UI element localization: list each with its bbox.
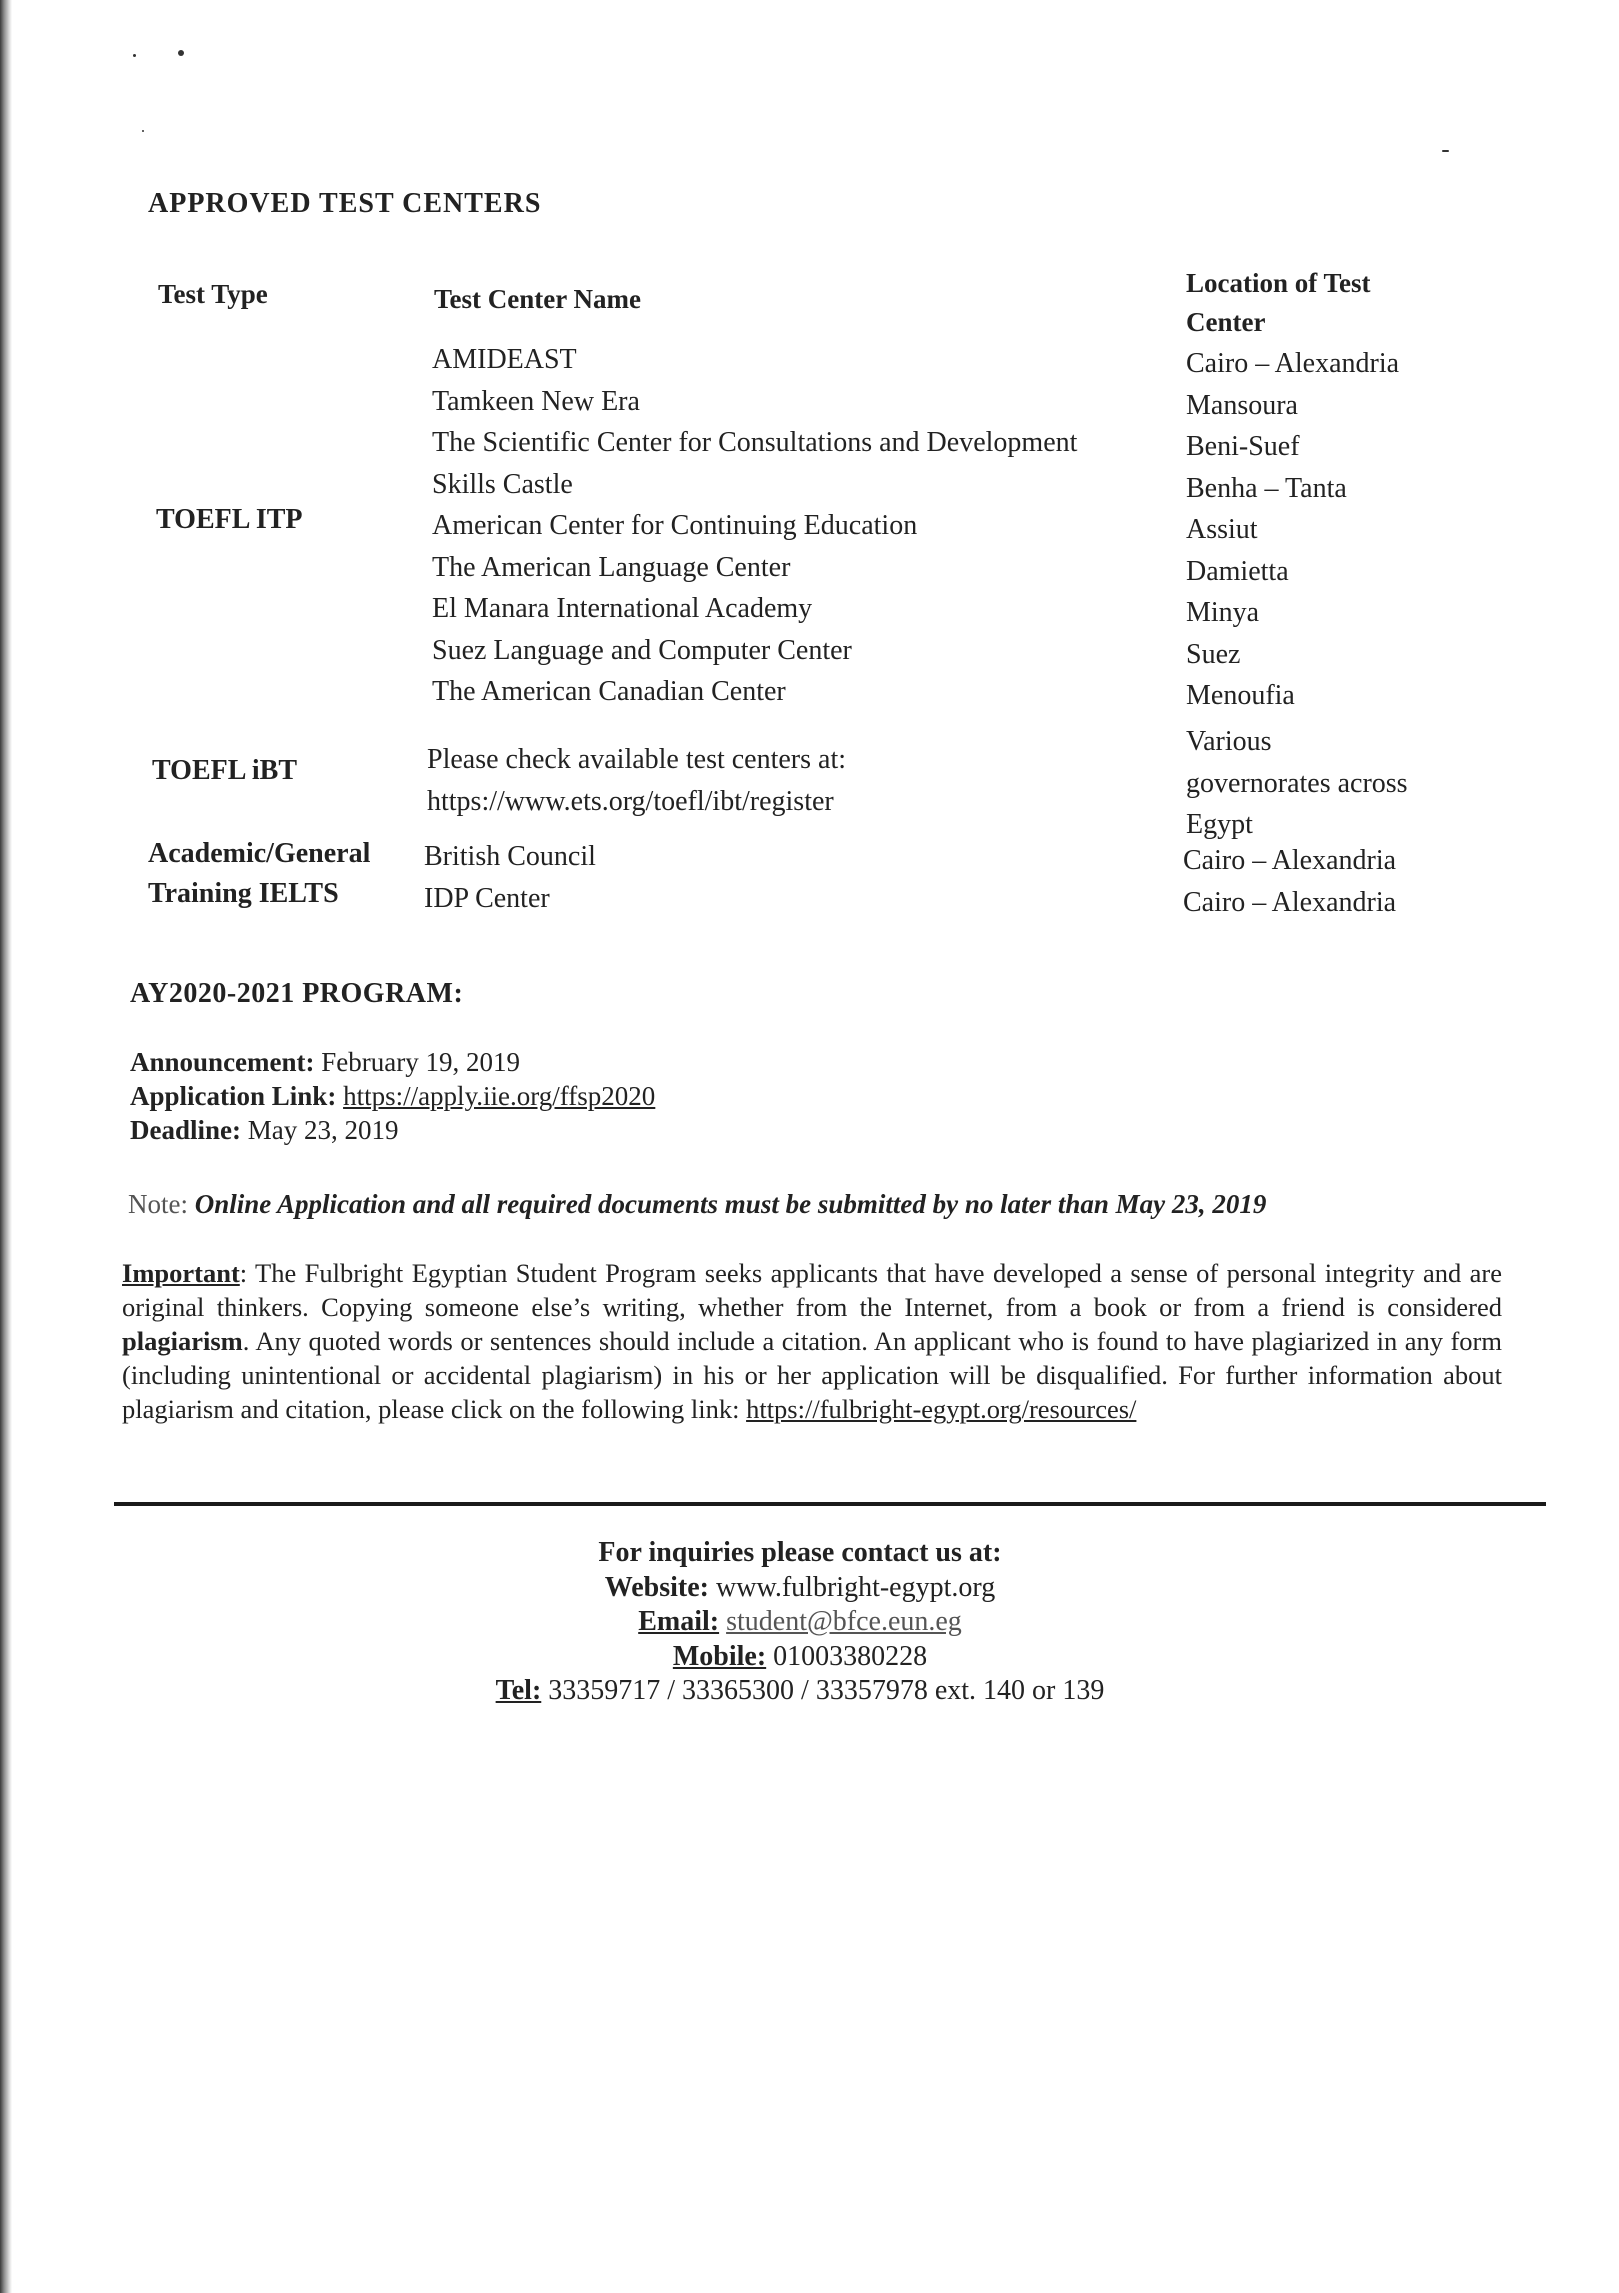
center-location: governorates across bbox=[1186, 767, 1408, 799]
ielts-center-list bbox=[424, 836, 596, 919]
test-type-toefl-itp: TOEFL ITP bbox=[156, 504, 303, 535]
announcement-label: Announcement: bbox=[130, 1047, 315, 1077]
application-link-line bbox=[130, 1080, 655, 1113]
test-type-ielts bbox=[148, 834, 370, 914]
plagiarism-emphasis: plagiarism bbox=[122, 1326, 243, 1356]
note-text: Online Application and all required documents must be submitted by no later than May 23, 2019 bbox=[194, 1189, 1267, 1219]
deadline-label: Deadline: bbox=[130, 1115, 241, 1145]
toefl-itp-location-list bbox=[1186, 343, 1399, 717]
application-link[interactable]: https://apply.iie.org/ffsp2020 bbox=[343, 1081, 656, 1111]
announcement-line bbox=[130, 1046, 520, 1079]
contact-block bbox=[300, 1536, 1300, 1709]
center-location: Egypt bbox=[1186, 809, 1253, 840]
ielts-location-list bbox=[1183, 840, 1396, 923]
center-name: The American Canadian Center bbox=[432, 676, 786, 707]
note-line bbox=[128, 1188, 1266, 1221]
header-location: Location of Test Center bbox=[1186, 268, 1371, 337]
center-location: Menoufia bbox=[1186, 680, 1295, 711]
contact-tel bbox=[300, 1674, 1300, 1709]
header-test-type: Test Type bbox=[158, 279, 268, 309]
toefl-ibt-center-info bbox=[427, 739, 846, 822]
center-name: The American Language Center bbox=[432, 551, 791, 583]
center-name: American Center for Continuing Education bbox=[432, 510, 918, 541]
center-name: El Manara International Academy bbox=[432, 593, 813, 624]
center-location: Beni-Suef bbox=[1186, 431, 1300, 462]
center-name: Suez Language and Computer Center bbox=[432, 634, 852, 666]
toefl-ibt-location bbox=[1186, 721, 1408, 846]
center-location: Cairo – Alexandria bbox=[1183, 886, 1397, 918]
scan-edge bbox=[0, 0, 12, 2293]
header-center-name: Test Center Name bbox=[434, 284, 641, 314]
scan-speck bbox=[142, 130, 144, 132]
scan-speck bbox=[1442, 150, 1449, 152]
website-label: Website: bbox=[604, 1571, 710, 1603]
center-location: Suez bbox=[1186, 638, 1241, 670]
contact-mobile bbox=[300, 1640, 1300, 1675]
important-label: Important bbox=[122, 1258, 240, 1288]
center-name: IDP Center bbox=[424, 882, 550, 914]
announcement-value: February 19, 2019 bbox=[321, 1047, 520, 1077]
center-location: Various bbox=[1186, 726, 1272, 757]
note-label: Note: bbox=[128, 1189, 188, 1219]
page-title: APPROVED TEST CENTERS bbox=[148, 188, 542, 219]
deadline-line bbox=[130, 1114, 399, 1147]
center-name: British Council bbox=[424, 841, 596, 872]
center-name: Skills Castle bbox=[432, 468, 573, 500]
website-link[interactable]: www.fulbright-egypt.org bbox=[716, 1571, 996, 1603]
center-location: Assiut bbox=[1186, 514, 1258, 545]
application-link-label: Application Link: bbox=[130, 1081, 337, 1111]
center-location: Benha – Tanta bbox=[1186, 472, 1347, 504]
email-link[interactable]: student@bfce.eun.eg bbox=[726, 1606, 962, 1637]
center-name: Tamkeen New Era bbox=[432, 385, 640, 417]
center-location: Mansoura bbox=[1186, 389, 1298, 421]
mobile-value: 01003380228 bbox=[773, 1640, 928, 1672]
tel-label: Tel: bbox=[495, 1675, 542, 1706]
scan-speck bbox=[178, 50, 184, 56]
center-location: Minya bbox=[1186, 597, 1260, 628]
program-heading: AY2020-2021 PROGRAM: bbox=[130, 978, 464, 1009]
tel-value: 33359717 / 33365300 / 33357978 ext. 140 or 139 bbox=[548, 1675, 1105, 1706]
center-location: Damietta bbox=[1186, 555, 1289, 587]
contact-heading: For inquiries please contact us at: bbox=[598, 1537, 1002, 1568]
email-label: Email: bbox=[638, 1606, 720, 1637]
ibt-center-text: Please check available test centers at: bbox=[427, 744, 847, 775]
important-text-cont: . Any quoted words or sentences should include a citation. An applicant who is found to have plagiarized in any form (including unintentional or accidental plagiarism) in his or her application will be disqualified. For further information about plagiarism and citation, please click on the following link: bbox=[122, 1326, 1502, 1424]
ielts-type-line: Academic/General bbox=[148, 838, 371, 869]
contact-website bbox=[300, 1571, 1300, 1606]
scan-speck bbox=[133, 54, 136, 57]
test-type-toefl-ibt: TOEFL iBT bbox=[152, 755, 297, 786]
ielts-type-line: Training IELTS bbox=[148, 878, 339, 909]
toefl-itp-center-list bbox=[432, 339, 1077, 713]
contact-email bbox=[300, 1605, 1300, 1640]
mobile-label: Mobile: bbox=[672, 1640, 767, 1672]
important-text: : The Fulbright Egyptian Student Program seeks applicants that have developed a sense of personal integrity and are original thinkers. Copying someone else’s writing, whether from the Internet, from a book or from a friend is considered bbox=[122, 1258, 1502, 1322]
resources-link[interactable]: https://fulbright-egypt.org/resources/ bbox=[746, 1394, 1137, 1424]
deadline-value: May 23, 2019 bbox=[247, 1115, 399, 1145]
ibt-register-link[interactable]: https://www.ets.org/toefl/ibt/register bbox=[427, 785, 834, 817]
center-location: Cairo – Alexandria bbox=[1186, 348, 1400, 379]
important-paragraph bbox=[122, 1256, 1502, 1426]
center-location: Cairo – Alexandria bbox=[1183, 845, 1397, 876]
center-name: AMIDEAST bbox=[432, 344, 577, 375]
center-name: The Scientific Center for Consultations and Development bbox=[432, 427, 1078, 458]
section-divider bbox=[114, 1502, 1546, 1506]
